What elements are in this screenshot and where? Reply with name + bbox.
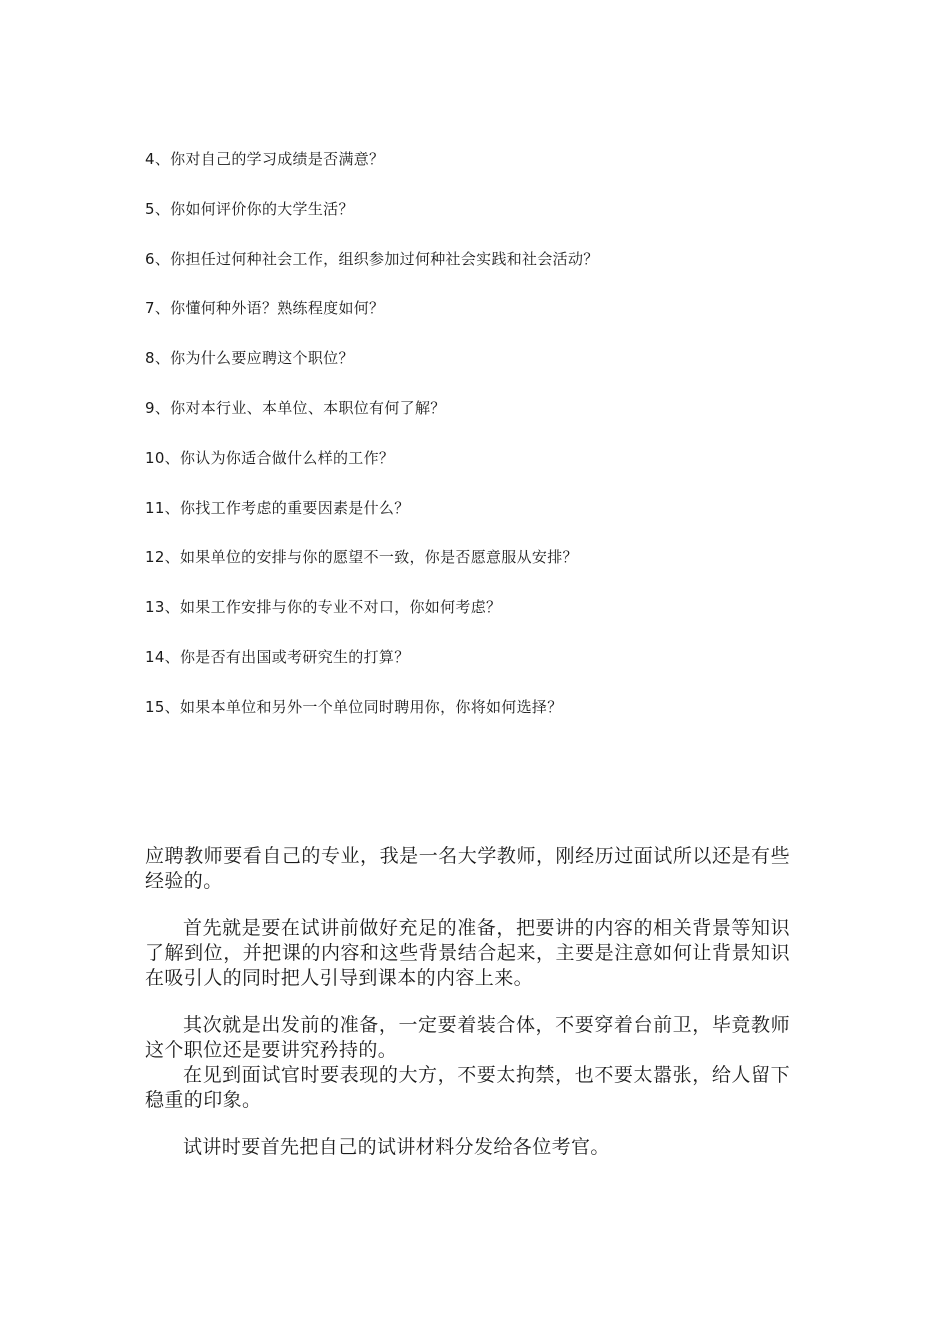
second-paragraph: 其次就是出发前的准备，一定要着装合体，不要穿着台前卫，毕竟教师这个职位还是要讲究矜持的。 — [145, 1014, 790, 1061]
question-item: 13、如果工作安排与你的专业不对口，你如何考虑？ — [145, 598, 502, 617]
question-item: 8、你为什么要应聘这个职位？ — [145, 349, 354, 368]
intro-paragraph: 应聘教师要看自己的专业，我是一名大学教师，刚经历过面试所以还是有些经验的。 — [145, 845, 790, 892]
question-item: 9、你对本行业、本单位、本职位有何了解？ — [145, 398, 446, 417]
question-item: 4、你对自己的学习成绩是否满意？ — [145, 150, 385, 168]
question-item: 14、你是否有出国或考研究生的打算？ — [145, 647, 410, 666]
question-item: 6、你担任过何种社会工作，组织参加过何种社会实践和社会活动？ — [145, 249, 599, 268]
question-item: 5、你如何评价你的大学生活？ — [145, 199, 354, 218]
fourth-paragraph: 试讲时要首先把自己的试讲材料分发给各位考官。 — [183, 1136, 610, 1158]
question-item: 12、如果单位的安排与你的愿望不一致，你是否愿意服从安排？ — [145, 548, 578, 567]
first-paragraph: 首先就是要在试讲前做好充足的准备，把要讲的内容的相关背景等知识了解到位，并把课的内容和这些背景结合起来，主要是注意如何让背景知识在吸引人的同时把人引导到课本的内容上来。 — [145, 917, 790, 989]
question-item: 15、如果本单位和另外一个单位同时聘用你，你将如何选择？ — [145, 697, 563, 716]
third-paragraph: 在见到面试官时要表现的大方，不要太拘禁，也不要太嚣张，给人留下稳重的印象。 — [145, 1064, 790, 1111]
question-item: 7、你懂何种外语？熟练程度如何？ — [145, 299, 385, 318]
interview-question-list — [145, 148, 805, 746]
article-body — [145, 844, 790, 1160]
question-item: 11、你找工作考虑的重要因素是什么？ — [145, 498, 410, 517]
question-item: 10、你认为你适合做什么样的工作？ — [145, 448, 395, 467]
